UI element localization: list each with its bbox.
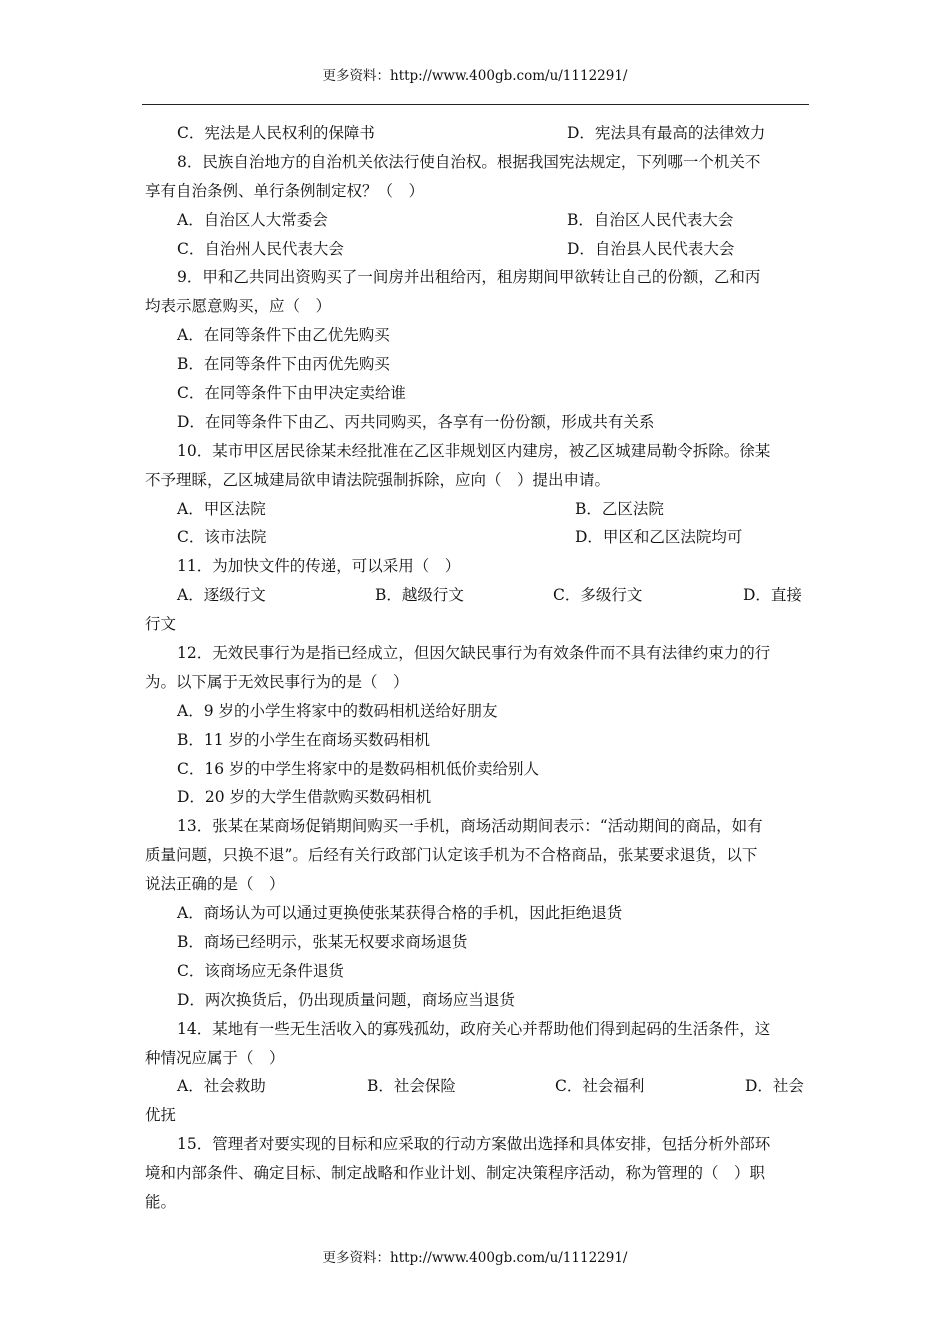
question-8-cont: 享有自治条例、单行条例制定权？（ ）	[145, 181, 425, 200]
option-a: A．在同等条件下由乙优先购买	[177, 326, 390, 345]
option-b: B．在同等条件下由丙优先购买	[177, 355, 390, 374]
question-9: 9．甲和乙共同出资购买了一间房并出租给丙，租房期间甲欲转让自己的份额，乙和丙	[177, 268, 761, 287]
option-c: C．多级行文	[553, 586, 643, 605]
option-c: C．该商场应无条件退货	[177, 961, 344, 980]
option-a: A．逐级行文	[177, 586, 266, 605]
question-12-cont: 为。以下属于无效民事行为的是（ ）	[145, 672, 409, 691]
option-d: D．甲区和乙区法院均可	[575, 528, 743, 547]
question-15-cont: 能。	[145, 1192, 177, 1211]
option-b: B．越级行文	[375, 586, 464, 605]
question-15-cont: 境和内部条件、确定目标、制定战略和作业计划、制定决策程序活动，称为管理的（ ）职	[145, 1164, 766, 1183]
question-8: 8．民族自治地方的自治机关依法行使自治权。根据我国宪法规定，下列哪一个机关不	[177, 152, 761, 171]
header-rule	[142, 104, 809, 105]
option-row	[145, 235, 809, 264]
option-row	[145, 581, 809, 610]
option-d: D．社会	[745, 1077, 804, 1096]
option-b: B．社会保险	[367, 1077, 456, 1096]
option-row	[145, 523, 809, 552]
option-c: C．宪法是人民权利的保障书	[177, 124, 375, 142]
option-d: D．自治县人民代表大会	[567, 239, 735, 258]
option-d: D．在同等条件下由乙、丙共同购买，各享有一份份额，形成共有关系	[177, 412, 655, 431]
question-12: 12．无效民事行为是指已经成立，但因欠缺民事行为有效条件而不具有法律约束力的行	[177, 644, 771, 663]
option-a: A．社会救助	[177, 1077, 266, 1096]
option-c: C．社会福利	[555, 1077, 645, 1096]
option-b: B．乙区法院	[575, 499, 664, 518]
option-d: D．宪法具有最高的法律效力	[567, 124, 766, 142]
question-10: 10．某市甲区居民徐某未经批准在乙区非规划区内建房，被乙区城建局勒令拆除。徐某	[177, 441, 771, 460]
question-10-cont: 不予理睬，乙区城建局欲申请法院强制拆除，应向（ ）提出申请。	[145, 470, 611, 489]
option-b: B．商场已经明示，张某无权要求商场退货	[177, 932, 468, 951]
question-11: 11．为加快文件的传递，可以采用（ ）	[177, 557, 461, 576]
option-row	[145, 495, 809, 524]
option-c: C．该市法院	[177, 528, 267, 547]
page-footer: 更多资料：http://www.400gb.com/u/1112291/	[322, 1250, 628, 1266]
question-13: 13．张某在某商场促销期间购买一手机，商场活动期间表示：“活动期间的商品，如有	[177, 817, 763, 836]
option-d: D．两次换货后，仍出现质量问题，商场应当退货	[177, 990, 515, 1009]
question-body	[145, 119, 809, 1217]
option-c: C．在同等条件下由甲决定卖给谁	[177, 384, 406, 403]
option-a: A．商场认为可以通过更换使张某获得合格的手机，因此拒绝退货	[177, 904, 623, 923]
option-d-cont: 优抚	[145, 1106, 177, 1125]
option-d: D．直接	[743, 586, 802, 605]
option-row	[145, 206, 809, 235]
option-a: A．甲区法院	[177, 499, 266, 518]
option-b: B．11 岁的小学生在商场买数码相机	[177, 730, 431, 749]
option-b: B．自治区人民代表大会	[567, 210, 734, 229]
option-d-cont: 行文	[145, 615, 177, 634]
page-header: 更多资料：http://www.400gb.com/u/1112291/	[322, 68, 628, 84]
option-a: A．自治区人大常委会	[177, 210, 328, 229]
question-14-cont: 种情况应属于（ ）	[145, 1048, 285, 1067]
option-row	[145, 1072, 809, 1101]
option-row	[145, 119, 809, 148]
question-14: 14．某地有一些无生活收入的寡残孤幼，政府关心并帮助他们得到起码的生活条件，这	[177, 1019, 771, 1038]
question-9-cont: 均表示愿意购买，应（ ）	[145, 297, 332, 316]
question-13-cont: 质量问题，只换不退”。后经有关行政部门认定该手机为不合格商品，张某要求退货，以下	[145, 846, 758, 865]
question-13-cont: 说法正确的是（ ）	[145, 875, 285, 894]
option-a: A．9 岁的小学生将家中的数码相机送给好朋友	[177, 701, 498, 720]
option-c: C．16 岁的中学生将家中的是数码相机低价卖给别人	[177, 759, 540, 778]
option-d: D．20 岁的大学生借款购买数码相机	[177, 788, 432, 807]
question-15: 15．管理者对要实现的目标和应采取的行动方案做出选择和具体安排，包括分析外部环	[177, 1135, 771, 1154]
option-c: C．自治州人民代表大会	[177, 239, 344, 258]
